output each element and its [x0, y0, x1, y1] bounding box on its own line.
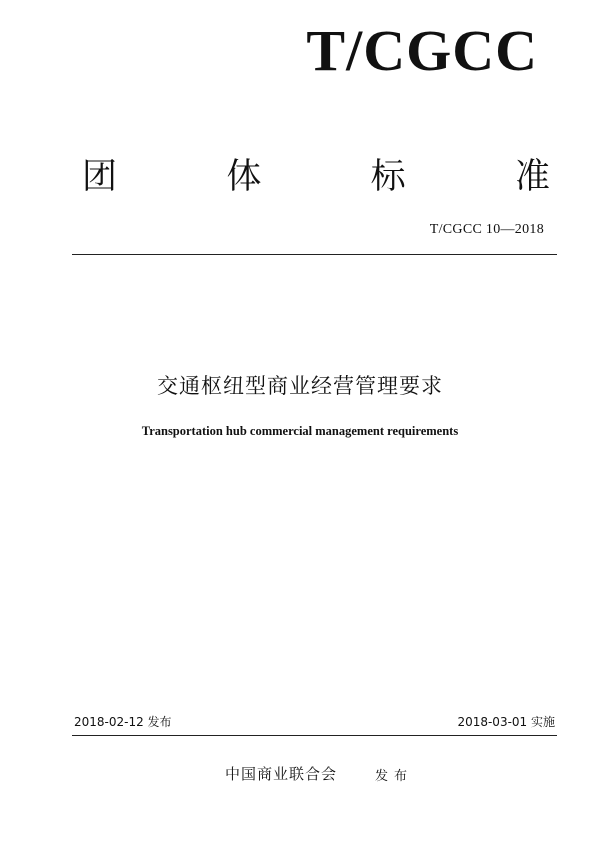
standard-type-char: 标 [370, 157, 406, 197]
publish-label: 发布 [375, 769, 414, 784]
org-code: T/CGCC [306, 18, 538, 83]
standard-number: T/CGCC 10—2018 [429, 222, 544, 237]
standard-type-char: 准 [514, 157, 550, 197]
issue-date: 2018-02-12 发布 [74, 715, 172, 729]
implementation-date: 2018-03-01 实施 [457, 715, 555, 729]
title-english: Transportation hub commercial management requirements [141, 424, 459, 438]
title-chinese: 交通枢纽型商业经营管理要求 [157, 374, 443, 398]
standard-type-char: 团 [82, 157, 118, 197]
bottom-divider [72, 735, 557, 736]
standard-type-heading [82, 157, 550, 197]
top-divider [72, 254, 557, 255]
publisher-name: 中国商业联合会 [225, 765, 338, 783]
standard-type-char: 体 [226, 157, 262, 197]
